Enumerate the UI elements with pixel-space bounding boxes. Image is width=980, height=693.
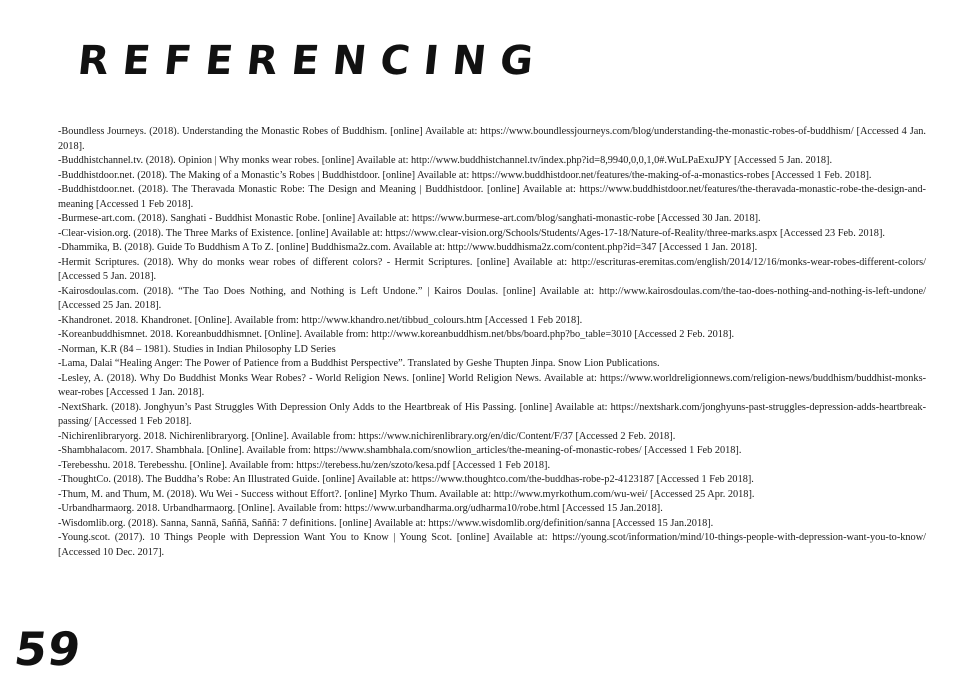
reference-item: -Kairosdoulas.com. (2018). “The Tao Does Nothing, and Nothing is Left Undone.” | Kairos Doulas. [online] Available at: http://www.kairosdoulas.com/the-tao-does-nothing-and-nothing-is-left-undone/ [Accessed 25 Jan. 2018].	[58, 285, 926, 311]
reference-list	[58, 125, 926, 560]
reference-item: -Hermit Scriptures. (2018). Why do monks wear robes of different colors? - Hermit Scriptures. [online] Available at: http://escrituras-eremitas.com/english/2014/12/16/monks-wear-robes-different-colors/ [Accessed 5 Jan. 2018].	[58, 256, 926, 282]
reference-item: -Terebesshu. 2018. Terebesshu. [Online]. Available from: https://terebess.hu/zen/szoto/kesa.pdf [Accessed 1 Feb 2018].	[58, 459, 551, 471]
reference-item: -Wisdomlib.org. (2018). Sanna, Sannā, Saññā, Saññā: 7 definitions. [online] Available at: https://www.wisdomlib.org/definition/sanna [Accessed 15 Jan.2018].	[58, 517, 714, 529]
page-title: REFERENCING	[75, 38, 550, 84]
reference-item: -Nichirenlibraryorg. 2018. Nichirenlibraryorg. [Online]. Available from: https://www.nichirenlibrary.org/en/dic/Content/F/37 [Accessed 2 Feb. 2018].	[58, 430, 676, 442]
reference-item: -Lama, Dalai “Healing Anger: The Power of Patience from a Buddhist Perspective”. Translated by Geshe Thupten Jinpa. Snow Lion Publications.	[58, 358, 660, 369]
reference-item: -ThoughtCo. (2018). The Buddha’s Robe: An Illustrated Guide. [online] Available at: https://www.thoughtco.com/the-buddhas-robe-p2-4123187 [Accessed 1 Feb 2018].	[58, 474, 754, 485]
reference-item: -Young.scot. (2017). 10 Things People with Depression Want You to Know | Young Scot. [online] Available at: https://young.scot/information/mind/10-things-people-with-depression-want-you-to-know/ [Accessed 10 Dec. 2017].	[58, 532, 926, 558]
reference-item: -Buddhistchannel.tv. (2018). Opinion | Why monks wear robes. [online] Available at: http://www.buddhistchannel.tv/index.php?id=8,9940,0,0,1,0#.WuLPaExuJPY [Accessed 5 Jan. 2018].	[58, 155, 833, 166]
reference-item: -Thum, M. and Thum, M. (2018). Wu Wei - Success without Effort?. [online] Myrko Thum. Available at: http://www.myrkothum.com/wu-wei/ [Accessed 25 Apr. 2018].	[58, 488, 755, 500]
reference-item: -Norman, K.R (84 – 1981). Studies in Indian Philosophy LD Series	[58, 343, 336, 355]
reference-item: -Buddhistdoor.net. (2018). The Making of a Monastic’s Robes | Buddhistdoor. [online] Available at: https://www.buddhistdoor.net/features/the-making-of-a-monastics-robes [Accessed 1 Feb. 2018].	[58, 169, 872, 181]
reference-item: -Boundless Journeys. (2018). Understanding the Monastic Robes of Buddhism. [online] Available at: https://www.boundlessjourneys.com/blog/understanding-the-monastic-robes-of-buddhism/ [Accessed 4 Jan. 2018].	[58, 126, 926, 152]
reference-item: -Khandronet. 2018. Khandronet. [Online]. Available from: http://www.khandro.net/tibbud_colours.htm [Accessed 1 Feb 2018].	[58, 314, 583, 326]
reference-item: -Lesley, A. (2018). Why Do Buddhist Monks Wear Robes? - World Religion News. [online] World Religion News. Available at: https://www.worldreligionnews.com/religion-news/buddhism/buddhist-monks-wear-robes [Accessed 1 Jan. 2018].	[58, 372, 926, 398]
page-number: 59	[11, 622, 85, 676]
reference-item: -Burmese-art.com. (2018). Sanghati - Buddhist Monastic Robe. [online] Available at: https://www.burmese-art.com/blog/sanghati-monastic-robe [Accessed 30 Jan. 2018].	[58, 213, 761, 224]
reference-item: -Koreanbuddhismnet. 2018. Koreanbuddhismnet. [Online]. Available from: http://www.koreanbuddhism.net/bbs/board.php?bo_table=3010 [Accessed 2 Feb. 2018].	[58, 329, 735, 340]
reference-item: -Clear-vision.org. (2018). The Three Marks of Existence. [online] Available at: https://www.clear-vision.org/Schools/Students/Ages-17-18/Nature-of-Reality/three-marks.aspx [Accessed 23 Feb. 2018].	[58, 227, 885, 239]
reference-item: -Dhammika, B. (2018). Guide To Buddhism A To Z. [online] Buddhisma2z.com. Available at: http://www.buddhisma2z.com/content.php?id=347 [Accessed 1 Jan. 2018].	[58, 242, 758, 253]
reference-item: -Shambhalacom. 2017. Shambhala. [Online]. Available from: https://www.shambhala.com/snowlion_articles/the-meaning-of-monastic-robes/ [Accessed 1 Feb 2018].	[58, 445, 742, 456]
reference-item: -Urbandharmaorg. 2018. Urbandharmaorg. [Online]. Available from: https://www.urbandharma.org/udharma10/robe.html [Accessed 15 Jan.2018].	[58, 503, 663, 514]
reference-item: -NextShark. (2018). Jonghyun’s Past Struggles With Depression Only Adds to the Heartbreak of His Passing. [online] Available at: https://nextshark.com/jonghyuns-past-struggles-depression-adds-heartbreak-passing/ [Accessed 1 Feb 2018].	[58, 401, 926, 427]
reference-item: -Buddhistdoor.net. (2018). The Theravada Monastic Robe: The Design and Meaning | Buddhistdoor. [online] Available at: https://www.buddhistdoor.net/features/the-theravada-monastic-robe-the-design-and-meaning [Accessed 1 Feb 2018].	[58, 184, 926, 210]
